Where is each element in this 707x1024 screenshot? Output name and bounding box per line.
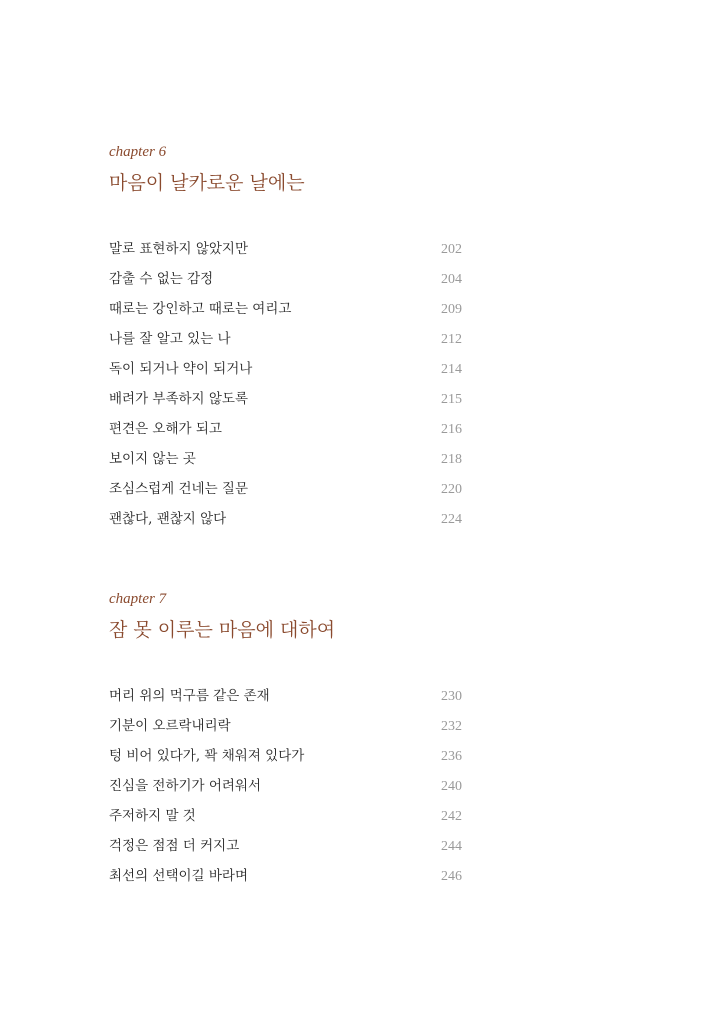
toc-entry[interactable] — [109, 711, 469, 741]
toc-entry-title: 편견은 오해가 되고 — [109, 421, 222, 437]
toc-entry[interactable] — [109, 354, 469, 384]
chapter-7-section — [109, 589, 469, 891]
toc-entry-title: 보이지 않는 곳 — [109, 451, 196, 467]
toc-entry-page: 216 — [441, 422, 462, 437]
toc-entry-title: 감출 수 없는 감정 — [109, 271, 214, 287]
toc-entry-page: 230 — [441, 689, 462, 704]
toc-entry-title: 괜찮다, 괜찮지 않다 — [109, 511, 227, 527]
toc-entry-page: 218 — [441, 452, 462, 467]
toc-entry[interactable] — [109, 831, 469, 861]
toc-entry[interactable] — [109, 504, 469, 534]
chapter-label: chapter 6 — [109, 144, 167, 160]
toc-entry[interactable] — [109, 681, 469, 711]
toc-entry[interactable] — [109, 264, 469, 294]
toc-entry-page: 224 — [441, 512, 462, 527]
toc-entry-title: 텅 비어 있다가, 꽉 채워져 있다가 — [109, 748, 305, 764]
toc-entry-page: 215 — [441, 392, 462, 407]
toc-entry[interactable] — [109, 384, 469, 414]
chapter-title: 마음이 날카로운 날에는 — [109, 172, 305, 194]
toc-entry[interactable] — [109, 801, 469, 831]
toc-entry-page: 202 — [441, 242, 462, 257]
chapter-title: 잠 못 이루는 마음에 대하여 — [109, 619, 336, 641]
toc-entry-title: 조심스럽게 건네는 질문 — [109, 481, 248, 497]
toc-entry-title: 주저하지 말 것 — [109, 808, 196, 824]
toc-entry[interactable] — [109, 861, 469, 891]
toc-entry[interactable] — [109, 234, 469, 264]
toc-entry[interactable] — [109, 741, 469, 771]
toc-entry-page: 204 — [441, 272, 462, 287]
toc-entry[interactable] — [109, 771, 469, 801]
toc-entry-title: 독이 되거나 약이 되거나 — [109, 361, 253, 377]
toc-entry-page: 209 — [441, 302, 462, 317]
chapter-6-section — [109, 142, 469, 534]
toc-list — [109, 681, 469, 891]
toc-entry-title: 나를 잘 알고 있는 나 — [109, 331, 231, 347]
toc-entry-page: 242 — [441, 809, 462, 824]
toc-entry-title: 말로 표현하지 않았지만 — [109, 241, 248, 257]
toc-entry-title: 최선의 선택이길 바라며 — [109, 868, 248, 884]
toc-entry-title: 걱정은 점점 더 커지고 — [109, 838, 240, 854]
toc-entry-page: 244 — [441, 839, 462, 854]
toc-entry[interactable] — [109, 474, 469, 504]
toc-entry-page: 220 — [441, 482, 462, 497]
toc-entry-title: 기분이 오르락내리락 — [109, 718, 231, 734]
toc-entry[interactable] — [109, 414, 469, 444]
toc-entry-title: 때로는 강인하고 때로는 여리고 — [109, 301, 292, 317]
toc-list — [109, 234, 469, 534]
toc-entry-page: 236 — [441, 749, 462, 764]
toc-entry-title: 진심을 전하기가 어려워서 — [109, 778, 262, 794]
toc-entry[interactable] — [109, 294, 469, 324]
toc-entry-page: 246 — [441, 869, 462, 884]
chapter-label: chapter 7 — [109, 591, 167, 607]
toc-entry-page: 240 — [441, 779, 462, 794]
toc-entry-title: 머리 위의 먹구름 같은 존재 — [109, 688, 270, 704]
toc-entry-page: 232 — [441, 719, 462, 734]
toc-entry-title: 배려가 부족하지 않도록 — [109, 391, 248, 407]
toc-entry-page: 212 — [441, 332, 462, 347]
toc-entry[interactable] — [109, 444, 469, 474]
toc-entry[interactable] — [109, 324, 469, 354]
toc-entry-page: 214 — [441, 362, 462, 377]
